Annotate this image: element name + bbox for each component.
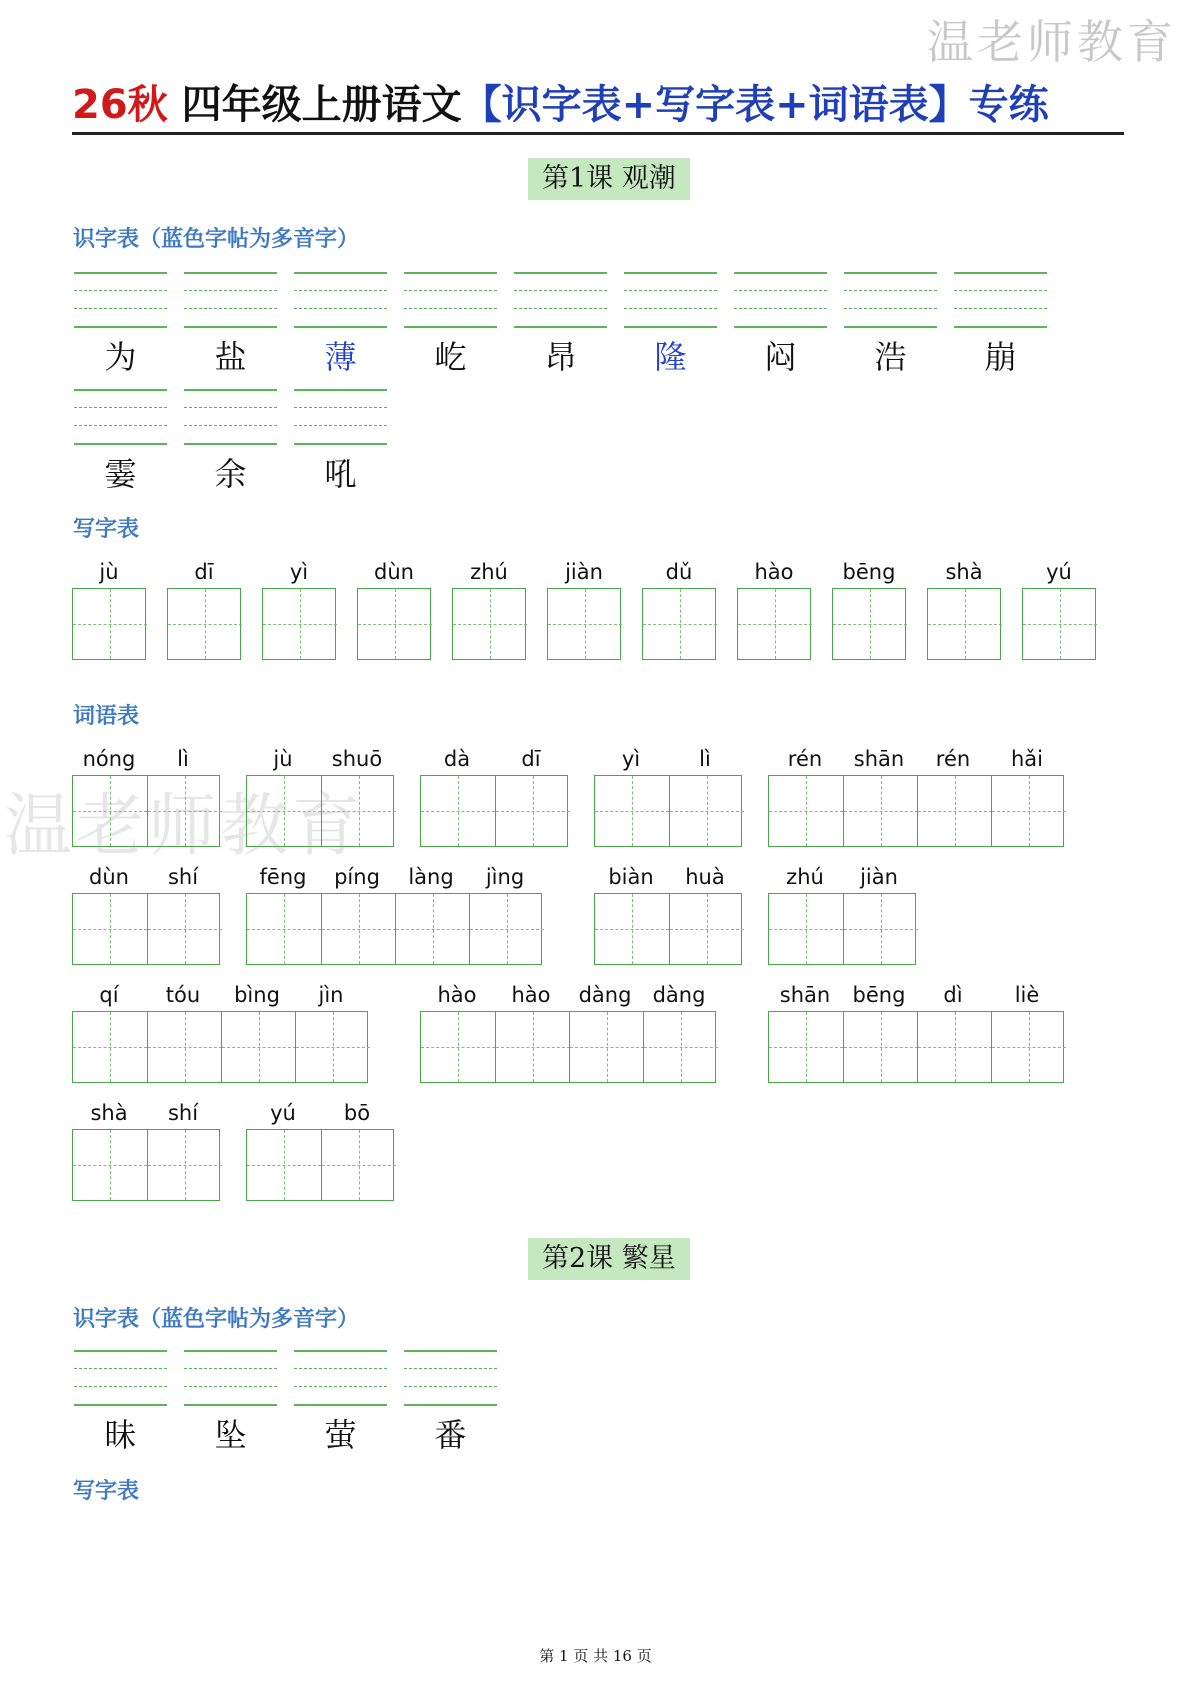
pinyin-label: dī	[194, 560, 214, 584]
recognize-character: 坠	[214, 1416, 247, 1454]
grid-cell[interactable]	[247, 894, 321, 964]
word-grid	[72, 1011, 368, 1083]
grid-guide-vertical	[359, 1130, 360, 1200]
grid-cell[interactable]	[453, 589, 527, 659]
writing-line	[954, 290, 1047, 291]
grid-guide-vertical	[533, 776, 534, 846]
pinyin-label: shà	[90, 1101, 128, 1125]
writing-line	[514, 290, 607, 291]
grid-guide-vertical	[185, 1012, 186, 1082]
grid-cell[interactable]	[769, 776, 843, 846]
writing-line	[404, 326, 497, 328]
grid-cell[interactable]	[595, 776, 669, 846]
lesson-1-recognize-label: 识字表（蓝色字帖为多音字）	[73, 227, 360, 252]
pinyin-writing-lines	[734, 272, 827, 328]
word-grid	[594, 893, 742, 965]
pinyin-label: yì	[289, 560, 309, 584]
writing-line	[184, 1404, 277, 1406]
grid-guide-vertical	[533, 1012, 534, 1082]
title-grade: 四年级上册语文	[181, 82, 462, 128]
writing-line	[184, 1350, 277, 1352]
writing-grid	[832, 588, 906, 660]
grid-guide-vertical	[110, 589, 111, 659]
pinyin-writing-lines	[954, 272, 1047, 328]
grid-guide-vertical	[607, 1012, 608, 1082]
writing-line	[74, 1386, 167, 1387]
pinyin-label: bìng	[234, 983, 280, 1007]
pinyin-label: làng	[408, 865, 454, 889]
pinyin-label: yì	[621, 747, 641, 771]
grid-cell[interactable]	[73, 894, 147, 964]
grid-guide-vertical	[881, 776, 882, 846]
pinyin-label: jiàn	[860, 865, 898, 889]
writing-line	[74, 389, 167, 391]
grid-guide-vertical	[185, 776, 186, 846]
grid-cell[interactable]	[495, 776, 570, 846]
word-grid	[72, 893, 220, 965]
writing-line	[294, 443, 387, 445]
writing-line	[954, 272, 1047, 274]
writing-line	[624, 272, 717, 274]
writing-line	[294, 1386, 387, 1387]
writing-line	[184, 290, 277, 291]
writing-grid	[927, 588, 1001, 660]
writing-line	[74, 290, 167, 291]
grid-guide-vertical	[458, 1012, 459, 1082]
grid-cell[interactable]	[843, 894, 918, 964]
grid-guide-vertical	[284, 894, 285, 964]
writing-line	[74, 443, 167, 445]
word-grid	[768, 775, 1064, 847]
writing-line	[404, 1368, 497, 1369]
lesson-2-write-label: 写字表	[73, 1479, 140, 1504]
recognize-character: 浩	[874, 338, 907, 376]
grid-guide-vertical	[1029, 776, 1030, 846]
writing-line	[294, 389, 387, 391]
grid-cell[interactable]	[991, 1012, 1066, 1082]
grid-cell[interactable]	[991, 776, 1066, 846]
grid-guide-vertical	[185, 1130, 186, 1200]
writing-line	[184, 1386, 277, 1387]
writing-grid	[357, 588, 431, 660]
pinyin-label: jù	[99, 560, 119, 584]
writing-line	[844, 272, 937, 274]
writing-line	[294, 425, 387, 426]
writing-line	[404, 1386, 497, 1387]
pinyin-writing-lines	[624, 272, 717, 328]
pinyin-label: liè	[1014, 983, 1040, 1007]
grid-cell[interactable]	[247, 776, 321, 846]
grid-guide-vertical	[185, 894, 186, 964]
pinyin-label: dàng	[652, 983, 706, 1007]
recognize-character: 番	[434, 1416, 467, 1454]
pinyin-label: rén	[787, 747, 823, 771]
writing-line	[404, 308, 497, 309]
pinyin-label: dùn	[374, 560, 414, 584]
pinyin-label: zhú	[786, 865, 824, 889]
word-grid	[768, 1011, 1064, 1083]
grid-cell[interactable]	[769, 1012, 843, 1082]
pinyin-label: hǎi	[1010, 747, 1043, 771]
recognize-character: 霎	[104, 455, 137, 493]
watermark-middle: 温老师教育	[4, 787, 365, 866]
writing-line	[624, 308, 717, 309]
recognize-character: 屹	[434, 338, 467, 376]
grid-guide-vertical	[955, 1012, 956, 1082]
writing-line	[404, 272, 497, 274]
writing-line	[184, 389, 277, 391]
pinyin-label: rén	[935, 747, 971, 771]
pinyin-writing-lines	[404, 272, 497, 328]
grid-guide-vertical	[707, 894, 708, 964]
grid-cell[interactable]	[263, 589, 337, 659]
writing-line	[734, 326, 827, 328]
pinyin-writing-lines	[74, 272, 167, 328]
writing-line	[184, 272, 277, 274]
title-term: 26秋	[72, 82, 168, 128]
grid-guide-vertical	[395, 589, 396, 659]
pinyin-writing-lines	[184, 389, 277, 445]
grid-cell[interactable]	[569, 1012, 644, 1082]
pinyin-label: fēng	[259, 865, 307, 889]
word-grid	[420, 1011, 716, 1083]
pinyin-writing-lines	[844, 272, 937, 328]
grid-guide-vertical	[806, 894, 807, 964]
grid-cell[interactable]	[421, 776, 495, 846]
writing-line	[294, 308, 387, 309]
grid-guide-vertical	[775, 589, 776, 659]
grid-guide-vertical	[1029, 1012, 1030, 1082]
grid-cell[interactable]	[321, 776, 396, 846]
grid-guide-vertical	[284, 776, 285, 846]
pinyin-writing-lines	[74, 1350, 167, 1406]
grid-guide-vertical	[870, 589, 871, 659]
writing-line	[184, 425, 277, 426]
writing-line	[74, 1404, 167, 1406]
document-title	[72, 78, 1124, 135]
writing-line	[74, 1350, 167, 1352]
pinyin-label: píng	[334, 865, 380, 889]
pinyin-label: shí	[167, 1101, 199, 1125]
writing-line	[184, 443, 277, 445]
writing-line	[734, 290, 827, 291]
pinyin-label: dī	[521, 747, 541, 771]
recognize-character: 闷	[764, 338, 797, 376]
grid-cell[interactable]	[358, 589, 432, 659]
pinyin-label: bēng	[842, 560, 896, 584]
grid-cell[interactable]	[548, 589, 622, 659]
word-grid	[768, 893, 916, 965]
writing-line	[184, 326, 277, 328]
pinyin-label: lì	[177, 747, 189, 771]
grid-guide-vertical	[965, 589, 966, 659]
recognize-character: 为	[104, 338, 137, 376]
grid-cell[interactable]	[769, 894, 843, 964]
writing-line	[294, 272, 387, 274]
polyphonic-character: 薄	[324, 338, 357, 376]
writing-line	[294, 1404, 387, 1406]
pinyin-label: hào	[754, 560, 794, 584]
grid-cell[interactable]	[1023, 589, 1097, 659]
recognize-character: 盐	[214, 338, 247, 376]
writing-line	[184, 308, 277, 309]
writing-line	[74, 308, 167, 309]
word-grid	[246, 1129, 394, 1201]
grid-guide-vertical	[359, 894, 360, 964]
grid-guide-vertical	[806, 776, 807, 846]
pinyin-writing-lines	[294, 1350, 387, 1406]
pinyin-label: tóu	[165, 983, 201, 1007]
grid-guide-vertical	[881, 894, 882, 964]
grid-guide-vertical	[284, 1130, 285, 1200]
writing-grid	[72, 588, 146, 660]
pinyin-label: bō	[343, 1101, 371, 1125]
page-number: 第 1 页 共 16 页	[539, 1647, 652, 1665]
grid-cell[interactable]	[221, 1012, 296, 1082]
writing-line	[734, 308, 827, 309]
pinyin-writing-lines	[514, 272, 607, 328]
grid-guide-vertical	[490, 589, 491, 659]
writing-line	[404, 1350, 497, 1352]
writing-line	[74, 407, 167, 408]
grid-guide-vertical	[1060, 589, 1061, 659]
grid-cell[interactable]	[843, 1012, 918, 1082]
writing-line	[954, 326, 1047, 328]
grid-cell[interactable]	[843, 776, 918, 846]
grid-cell[interactable]	[247, 1130, 321, 1200]
pinyin-writing-lines	[404, 1350, 497, 1406]
writing-line	[624, 326, 717, 328]
grid-cell[interactable]	[147, 776, 222, 846]
pinyin-label: hào	[437, 983, 477, 1007]
grid-cell[interactable]	[395, 894, 470, 964]
writing-grid	[452, 588, 526, 660]
grid-cell[interactable]	[295, 1012, 370, 1082]
grid-cell[interactable]	[495, 1012, 570, 1082]
pinyin-label: jù	[273, 747, 293, 771]
word-grid	[72, 775, 220, 847]
pinyin-label: biàn	[608, 865, 654, 889]
writing-line	[294, 1368, 387, 1369]
grid-guide-vertical	[707, 776, 708, 846]
pinyin-label: hào	[511, 983, 551, 1007]
pinyin-writing-lines	[294, 389, 387, 445]
writing-line	[184, 407, 277, 408]
lesson-1-write-label: 写字表	[73, 517, 140, 542]
pinyin-label: yú	[270, 1101, 296, 1125]
writing-line	[74, 272, 167, 274]
writing-line	[74, 1368, 167, 1369]
recognize-character: 昂	[544, 338, 577, 376]
pinyin-label: zhú	[470, 560, 508, 584]
grid-guide-vertical	[632, 894, 633, 964]
pinyin-label: shí	[167, 865, 199, 889]
pinyin-writing-lines	[184, 1350, 277, 1406]
writing-grid	[547, 588, 621, 660]
writing-grid	[1022, 588, 1096, 660]
pinyin-label: huà	[685, 865, 725, 889]
pinyin-label: yú	[1046, 560, 1072, 584]
grid-cell[interactable]	[421, 1012, 495, 1082]
writing-line	[404, 1404, 497, 1406]
grid-cell[interactable]	[321, 894, 396, 964]
grid-guide-vertical	[681, 1012, 682, 1082]
word-grid	[246, 775, 394, 847]
grid-cell[interactable]	[168, 589, 242, 659]
writing-line	[844, 308, 937, 309]
pinyin-label: bēng	[852, 983, 906, 1007]
grid-cell[interactable]	[73, 1130, 147, 1200]
writing-line	[844, 290, 937, 291]
grid-guide-vertical	[333, 1012, 334, 1082]
pinyin-label: dùn	[89, 865, 129, 889]
pinyin-label: jiàn	[565, 560, 603, 584]
grid-cell[interactable]	[595, 894, 669, 964]
grid-cell[interactable]	[917, 1012, 992, 1082]
writing-line	[294, 407, 387, 408]
writing-line	[184, 1368, 277, 1369]
grid-cell[interactable]	[469, 894, 544, 964]
lesson-2-recognize-label: 识字表（蓝色字帖为多音字）	[73, 1307, 360, 1332]
word-grid	[420, 775, 568, 847]
grid-guide-vertical	[300, 589, 301, 659]
grid-cell[interactable]	[833, 589, 907, 659]
pinyin-label: qí	[99, 983, 119, 1007]
writing-line	[514, 272, 607, 274]
grid-guide-vertical	[585, 589, 586, 659]
pinyin-writing-lines	[184, 272, 277, 328]
grid-cell[interactable]	[147, 1130, 222, 1200]
writing-line	[294, 326, 387, 328]
grid-guide-vertical	[680, 589, 681, 659]
grid-cell[interactable]	[147, 1012, 222, 1082]
grid-guide-vertical	[110, 894, 111, 964]
title-topic: 【识字表+写字表+词语表】专练	[461, 82, 1049, 128]
grid-cell[interactable]	[917, 776, 992, 846]
grid-guide-vertical	[632, 776, 633, 846]
grid-guide-vertical	[110, 1012, 111, 1082]
pinyin-writing-lines	[74, 389, 167, 445]
recognize-character: 昧	[104, 1416, 137, 1454]
grid-guide-vertical	[955, 776, 956, 846]
writing-line	[74, 326, 167, 328]
writing-line	[514, 308, 607, 309]
pinyin-label: jìn	[318, 983, 344, 1007]
pinyin-label: dàng	[578, 983, 632, 1007]
grid-cell[interactable]	[73, 589, 147, 659]
grid-cell[interactable]	[321, 1130, 396, 1200]
watermark-top: 温老师教育	[927, 15, 1177, 69]
pinyin-label: dì	[943, 983, 963, 1007]
pinyin-label: nóng	[82, 747, 136, 771]
grid-cell[interactable]	[147, 894, 222, 964]
pinyin-label: shān	[853, 747, 905, 771]
writing-line	[954, 308, 1047, 309]
grid-cell[interactable]	[643, 1012, 718, 1082]
grid-guide-vertical	[205, 589, 206, 659]
writing-line	[294, 290, 387, 291]
grid-guide-vertical	[881, 1012, 882, 1082]
word-grid	[72, 1129, 220, 1201]
grid-cell[interactable]	[738, 589, 812, 659]
grid-guide-vertical	[259, 1012, 260, 1082]
grid-guide-vertical	[458, 776, 459, 846]
writing-line	[74, 425, 167, 426]
writing-grid	[737, 588, 811, 660]
pinyin-label: shuō	[331, 747, 383, 771]
pinyin-label: jìng	[485, 865, 525, 889]
lesson-1-words-label: 词语表	[73, 704, 140, 729]
recognize-character: 萤	[324, 1416, 357, 1454]
writing-line	[514, 326, 607, 328]
grid-cell[interactable]	[73, 776, 147, 846]
grid-cell[interactable]	[669, 776, 744, 846]
writing-grid	[262, 588, 336, 660]
recognize-character: 崩	[984, 338, 1017, 376]
pinyin-label: shà	[945, 560, 983, 584]
polyphonic-character: 隆	[654, 338, 687, 376]
lesson-2-heading: 第2课 繁星	[528, 1238, 690, 1280]
pinyin-writing-lines	[294, 272, 387, 328]
grid-guide-vertical	[110, 776, 111, 846]
writing-line	[404, 290, 497, 291]
grid-cell[interactable]	[643, 589, 717, 659]
grid-guide-vertical	[433, 894, 434, 964]
grid-guide-vertical	[507, 894, 508, 964]
writing-grid	[167, 588, 241, 660]
word-grid	[246, 893, 542, 965]
grid-cell[interactable]	[669, 894, 744, 964]
recognize-character: 余	[214, 455, 247, 493]
pinyin-label: dǔ	[665, 560, 693, 584]
lesson-1-heading: 第1课 观潮	[528, 158, 690, 200]
grid-cell[interactable]	[928, 589, 1002, 659]
word-grid	[594, 775, 742, 847]
grid-guide-vertical	[806, 1012, 807, 1082]
pinyin-label: dà	[443, 747, 471, 771]
writing-line	[294, 1350, 387, 1352]
grid-guide-vertical	[359, 776, 360, 846]
pinyin-label: lì	[699, 747, 711, 771]
writing-grid	[642, 588, 716, 660]
grid-cell[interactable]	[73, 1012, 147, 1082]
writing-line	[844, 326, 937, 328]
writing-line	[624, 290, 717, 291]
grid-guide-vertical	[110, 1130, 111, 1200]
pinyin-label: shān	[779, 983, 831, 1007]
writing-line	[734, 272, 827, 274]
recognize-character: 吼	[324, 455, 357, 493]
